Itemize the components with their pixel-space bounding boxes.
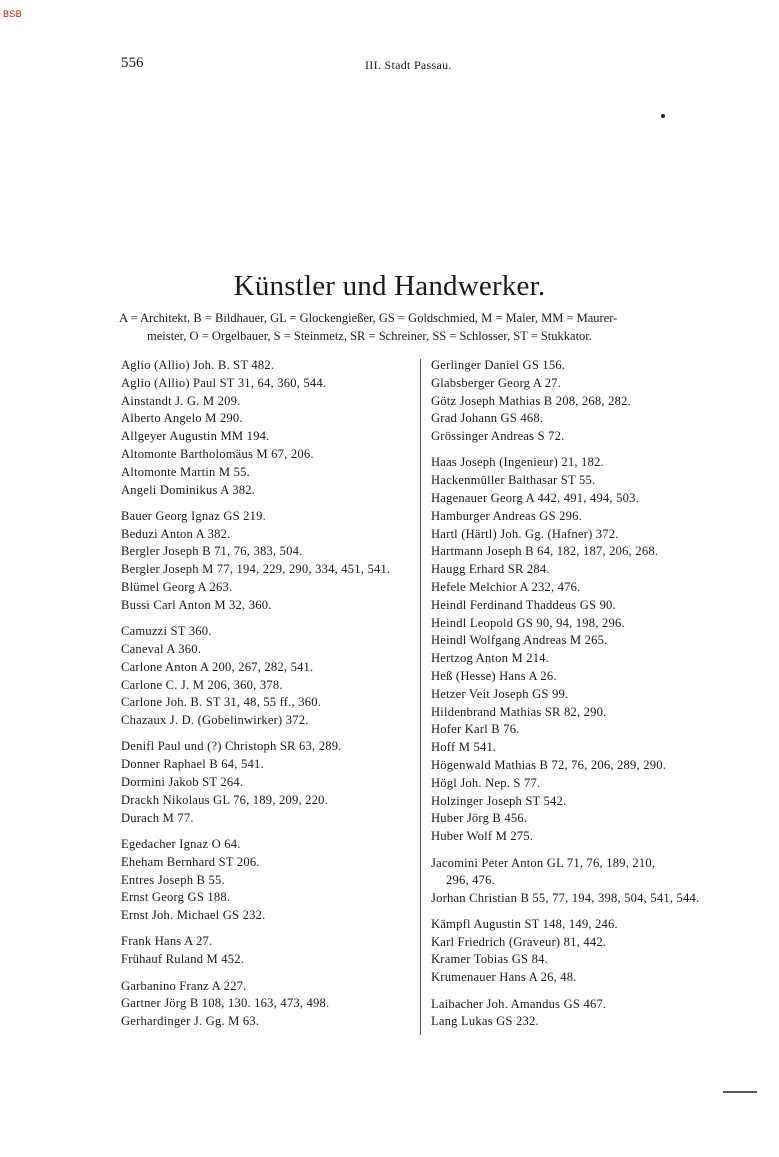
group-spacer [431, 446, 731, 455]
index-entry: Gerlinger Daniel GS 156. [431, 358, 566, 372]
index-entry: Heindl Ferdinand Thaddeus GS 90. [431, 597, 616, 612]
index-entry: Durach M 77. [121, 810, 194, 825]
index-entry: Hamburger Andreas GS 296. [431, 508, 582, 523]
index-entry: Holzinger Joseph ST 542. [431, 793, 567, 808]
index-entry: Hefele Melchior A 232, 476. [431, 580, 581, 595]
group-spacer [121, 615, 411, 624]
index-entry: Altomonte Bartholomäus M 67, 206. [121, 446, 314, 461]
index-entry: Kämpfl Augustin ST 148, 149, 246. [431, 916, 618, 931]
index-entry: Ernst Joh. Michael GS 232. [121, 908, 266, 923]
index-entry: Högenwald Mathias B 72, 76, 206, 289, 290. [431, 758, 667, 773]
scan-edge-mark [723, 1091, 757, 1093]
index-entry: Gerhardinger J. Gg. M 63. [121, 1014, 260, 1029]
index-entry: Huber Wolf M 275. [431, 829, 534, 844]
index-entry: Caneval A 360. [121, 641, 202, 656]
index-entry: Heindl Leopold GS 90, 94, 198, 296. [431, 615, 625, 630]
left-column [121, 357, 411, 1031]
index-entry: Angeli Dominikus A 382. [121, 482, 256, 497]
index-entry: Hackenmüller Balthasar ST 55. [431, 473, 596, 488]
index-entry: Garbanino Franz A 227. [121, 978, 247, 993]
group-spacer [121, 827, 411, 836]
index-entry: Entres Joseph B 55. [121, 872, 225, 887]
group-spacer [431, 987, 731, 996]
index-entry: Lang Lukas GS 232. [431, 1014, 539, 1029]
group-spacer [121, 730, 411, 739]
index-entry: Aglio (Allio) Paul ST 31, 64, 360, 544. [121, 375, 327, 390]
group-spacer [121, 925, 411, 934]
library-watermark: BSB [3, 9, 22, 19]
index-entry: Aglio (Allio) Joh. B. ST 482. [121, 358, 275, 372]
index-entry: Haas Joseph (Ingenieur) 21, 182. [431, 455, 604, 470]
index-entry: Donner Raphael B 64, 541. [121, 757, 264, 772]
column-divider [420, 359, 421, 1035]
index-entry: Haugg Erhard SR 284. [431, 562, 550, 577]
legend-line-1: A = Architekt, B = Bildhauer, GL = Glockengießer, GS = Goldschmied, M = Maler, MM = Maurer- [119, 311, 618, 325]
index-entry: Dormini Jakob ST 264. [121, 775, 244, 790]
index-entry: Carlone C. J. M 206, 360, 378. [121, 677, 283, 692]
right-column [431, 357, 731, 1031]
index-entry: Eheham Bernhard ST 206. [121, 854, 260, 869]
index-entry: Blümel Georg A 263. [121, 580, 233, 595]
index-entry: Bauer Georg Ignaz GS 219. [121, 508, 267, 523]
index-entry: Altomonte Martin M 55. [121, 464, 250, 479]
index-entry: Hartmann Joseph B 64, 182, 187, 206, 268. [431, 544, 659, 559]
index-entry: Götz Joseph Mathias B 208, 268, 282. [431, 393, 631, 408]
group-spacer [431, 846, 731, 855]
index-entry: Heß (Hesse) Hans A 26. [431, 669, 557, 684]
index-entry: Grössinger Andreas S 72. [431, 429, 565, 444]
page-number: 556 [121, 55, 144, 71]
index-entry: Glabsberger Georg A 27. [431, 375, 562, 390]
index-entry: Hoff M 541. [431, 740, 497, 755]
index-entry: Huber Jörg B 456. [431, 811, 528, 826]
index-entry: Karl Friedrich (Graveur) 81, 442. [431, 934, 607, 949]
index-entry: Hertzog Anton M 214. [431, 651, 550, 666]
index-entry: Denifl Paul und (?) Christoph SR 63, 289. [121, 739, 342, 754]
legend-line-2: meister, O = Orgelbauer, S = Steinmetz, SR = Schreiner, SS = Schlosser, ST = Stukkator. [147, 329, 592, 343]
index-entry: Gartner Jörg B 108, 130. 163, 473, 498. [121, 996, 330, 1011]
index-entry: Hartl (Härtl) Joh. Gg. (Hafner) 372. [431, 526, 619, 541]
index-entry: Bergler Joseph B 71, 76, 383, 504. [121, 544, 303, 559]
index-entry: Frank Hans A 27. [121, 934, 213, 949]
group-spacer [121, 969, 411, 978]
index-entry: Chazaux J. D. (Gobelinwirker) 372. [121, 713, 309, 728]
index-entry: Laibacher Joh. Amandus GS 467. [431, 996, 607, 1011]
index-entry: Ernst Georg GS 188. [121, 890, 231, 905]
index-entry: Krumenauer Hans A 26, 48. [431, 970, 577, 985]
page-title: Künstler und Handwerker. [233, 270, 546, 302]
index-entry: Bergler Joseph M 77, 194, 229, 290, 334, 451, 541. [121, 562, 391, 577]
index-entry: Hofer Karl B 76. [431, 722, 520, 737]
index-entry: Högl Joh. Nep. S 77. [431, 775, 541, 790]
index-entry: Jorhan Christian B 55, 77, 194, 398, 504, 541, 544. [431, 890, 700, 905]
index-entry: Bussi Carl Anton M 32, 360. [121, 597, 272, 612]
index-entry: Carlone Anton A 200, 267, 282, 541. [121, 659, 314, 674]
running-header: III. Stadt Passau. [365, 58, 452, 72]
index-entry: Camuzzi ST 360. [121, 624, 212, 639]
abbreviation-legend [119, 309, 723, 345]
group-spacer [431, 907, 731, 916]
index-entry: Egedacher Ignaz O 64. [121, 836, 241, 851]
index-entry: Hildenbrand Mathias SR 82, 290. [431, 704, 607, 719]
index-entry: Frühauf Ruland M 452. [121, 952, 245, 967]
index-entry: Alberto Angelo M 290. [121, 411, 243, 426]
index-entry: Carlone Joh. B. ST 31, 48, 55 ff., 360. [121, 695, 322, 710]
group-spacer [121, 499, 411, 508]
ink-speck [661, 114, 665, 118]
index-entry: Beduzi Anton A 382. [121, 526, 231, 541]
index-entry: Grad Johann GS 468. [431, 411, 544, 426]
index-entry: Heindl Wolfgang Andreas M 265. [431, 633, 608, 648]
index-entry: Allgeyer Augustin MM 194. [121, 429, 270, 444]
index-entry: Kramer Tobias GS 84. [431, 952, 548, 967]
index-entry: Drackh Nikolaus GL 76, 189, 209, 220. [121, 792, 329, 807]
index-entry: Ainstandt J. G. M 209. [121, 393, 241, 408]
index-entry: Jacomini Peter Anton GL 71, 76, 189, 210, 296, 476. [431, 855, 656, 888]
index-entry: Hagenauer Georg A 442, 491, 494, 503. [431, 491, 639, 506]
index-entry: Hetzer Veit Joseph GS 99. [431, 686, 569, 701]
